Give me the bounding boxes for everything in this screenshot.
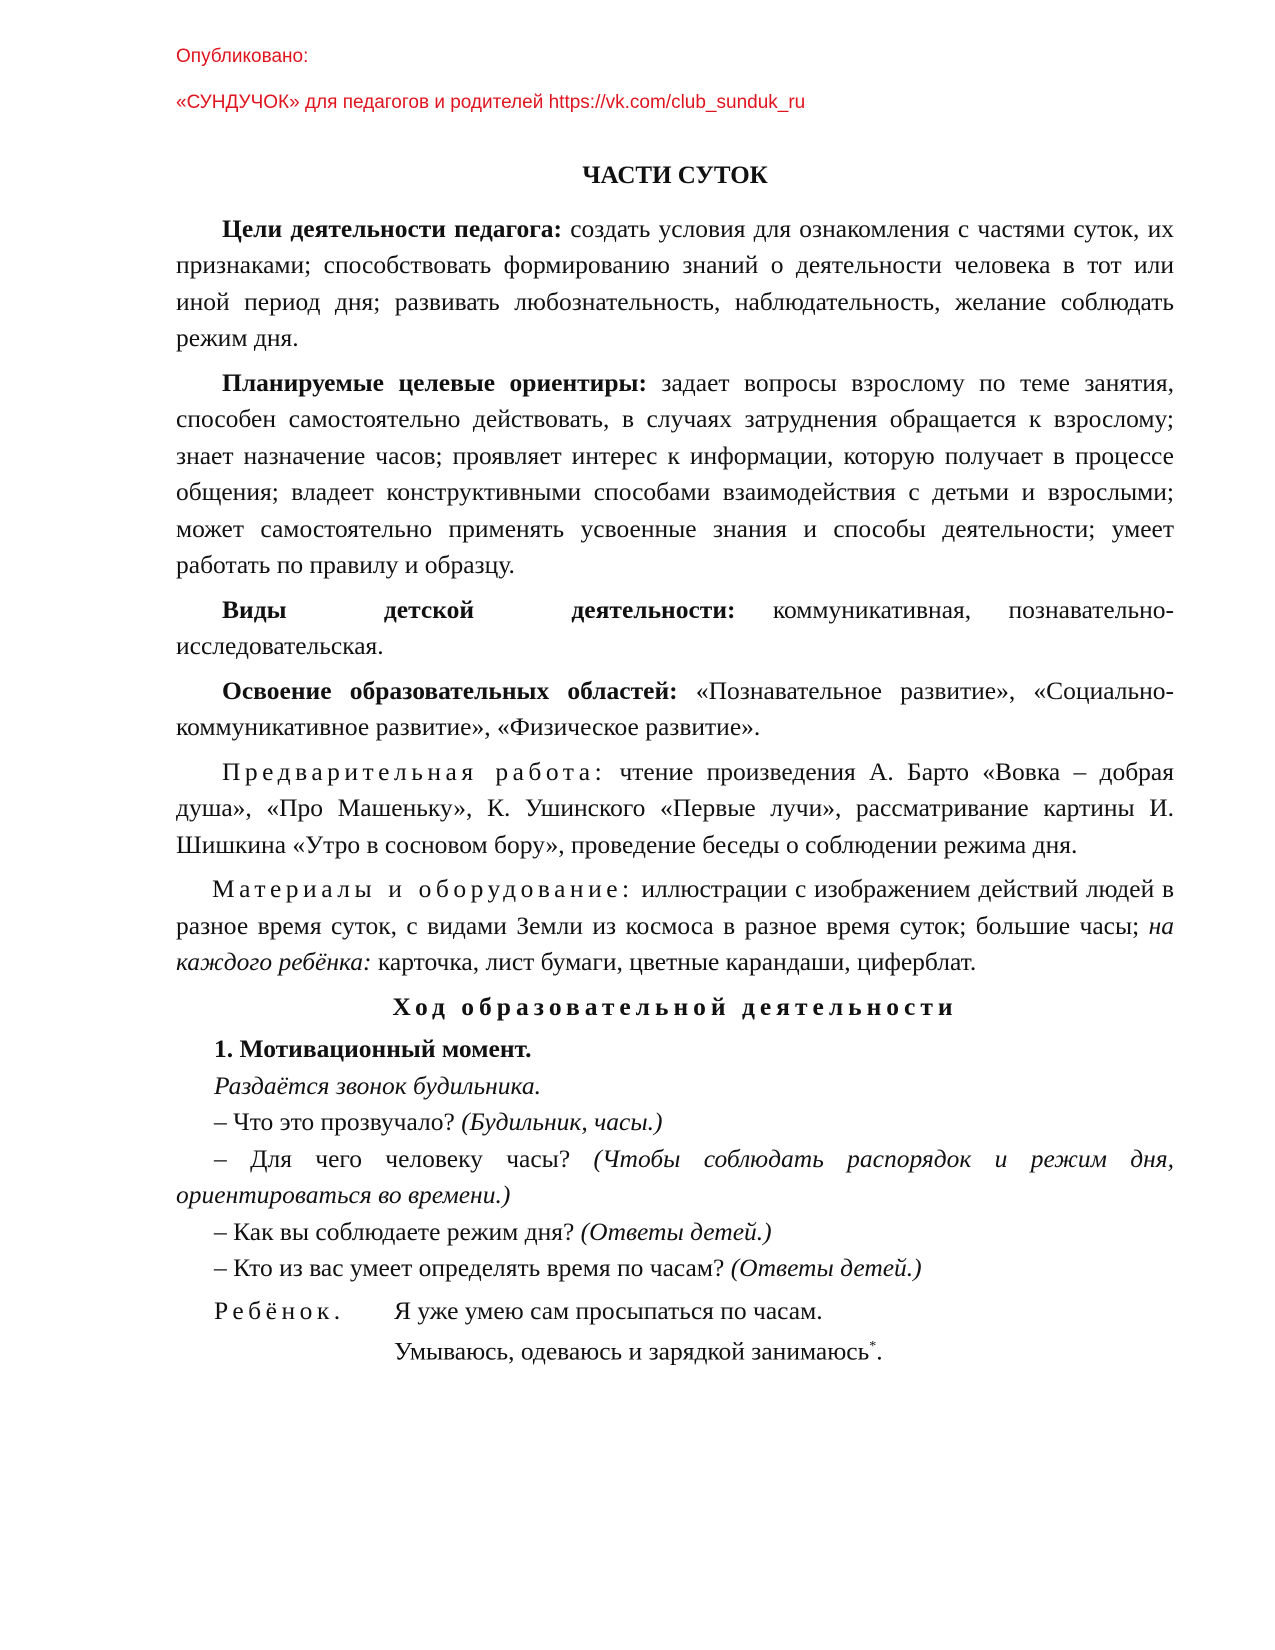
poem-speaker: Ребёнок. (214, 1295, 345, 1325)
poem (214, 1293, 1174, 1371)
dialog-line (176, 1141, 1174, 1214)
answer: (Ответы детей.) (580, 1216, 772, 1246)
answer: (Чтобы соблюдать распорядок и режим дня, ориентироваться во времени.) (176, 1143, 1174, 1209)
dialog-line (176, 1214, 1174, 1251)
goals-text: создать условия для ознакомления с частями суток, их признаками; способствовать формированию знаний о деятельности человека в тот или иной период дня; развивать любознательность, наблюдательность, желание соблюдать режим дня. (176, 213, 1175, 352)
targets-text: задает вопросы взрослому по теме занятия, способен самостоятельно действовать, в случаях затруднения обращается к взрослому; знает назначение часов; проявляет интерес к информации, которую получает в процессе общения; владеет конструктивными способами взаимодействия с детьми и взрослыми; может самостоятельно применять усвоенные знания и способы деятельности; умеет работать по правилу и образцу. (176, 367, 1174, 579)
poem-line (394, 1329, 883, 1370)
source-link[interactable]: «СУНДУЧОК» для педагогов и родителей https://vk.com/club_sunduk_ru (176, 92, 806, 113)
footnote-mark: * (869, 1339, 877, 1354)
question: – Кто из вас умеет определять время по часам? (214, 1253, 731, 1282)
materials-text: иллюстрации с изображением действий людей в разное время суток, с видами Земли из космоса в разное время суток; большие часы; (176, 874, 1174, 940)
prework-paragraph (176, 754, 1174, 864)
goals-paragraph (176, 211, 1174, 357)
page-title: ЧАСТИ СУТОК (582, 162, 768, 189)
stage-direction (176, 1068, 1174, 1105)
course-title: Ход образовательной деятельности (392, 991, 958, 1021)
question: – Для чего человеку часы? (214, 1143, 594, 1173)
materials-paragraph (176, 871, 1174, 981)
goals-label: Цели деятельности педагога: (222, 213, 563, 243)
question: – Что это прозвучало? (214, 1107, 462, 1136)
activities-paragraph (176, 592, 1174, 665)
areas-paragraph (176, 673, 1174, 746)
prework-text: чтение произведения А. Барто «Вовка – добрая душа», «Про Машеньку», К. Ушинского «Первые лучи», рассматривание картины И. Шишкина «Утро в сосновом бору», проведение беседы о соблюдении режима дня. (176, 756, 1174, 859)
activities-text: коммуникативная, познавательно-исследовательская. (176, 594, 1174, 660)
answer: (Ответы детей.) (730, 1253, 922, 1282)
published-label: Опубликовано: (176, 46, 309, 67)
stage-text: Раздаётся звонок будильника. (214, 1070, 541, 1100)
poem-lines (394, 1293, 883, 1371)
areas-label: Освоение образовательных областей: (222, 675, 678, 705)
dialog-line (176, 1250, 1174, 1287)
activities-label: Виды детской деятельности: (222, 594, 736, 624)
poem-line-end: . (876, 1336, 883, 1366)
section-heading (176, 1031, 1174, 1068)
targets-paragraph (176, 365, 1174, 584)
materials-text-end: карточка, лист бумаги, цветные карандаши, циферблат. (371, 947, 977, 976)
areas-text: «Познавательное развитие», «Социально-коммуникативное развитие», «Физическое развитие». (176, 675, 1175, 741)
answer: (Будильник, часы.) (461, 1107, 663, 1136)
prework-label: Предварительная работа: (222, 756, 607, 786)
document-body (176, 158, 1174, 1370)
section-heading-text: 1. Мотивационный момент. (214, 1034, 532, 1063)
dialog-line (176, 1104, 1174, 1141)
materials-italic: на каждого ребёнка: (176, 910, 1174, 976)
poem-line-text: Умываюсь, одеваюсь и зарядкой занимаюсь (394, 1336, 870, 1366)
poem-line: Я уже умею сам просыпаться по часам. (394, 1295, 823, 1325)
materials-label: Материалы и оборудование: (212, 874, 634, 903)
question: – Как вы соблюдаете режим дня? (214, 1216, 581, 1246)
targets-label: Планируемые целевые ориентиры: (222, 367, 647, 397)
